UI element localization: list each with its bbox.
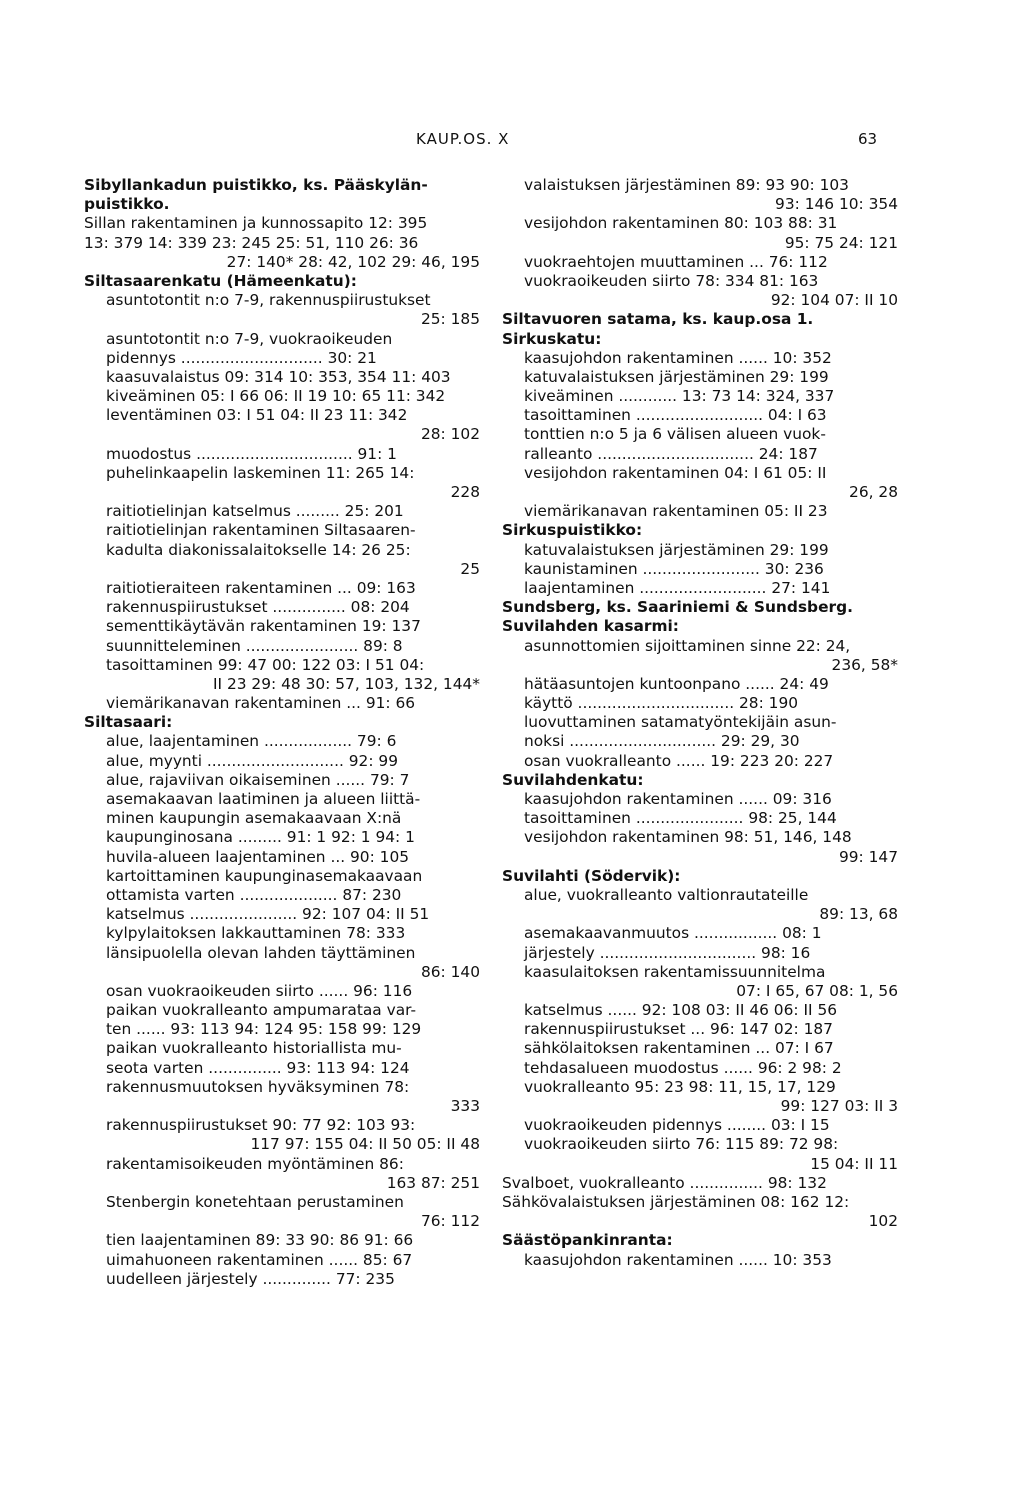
index-line: 333	[450, 1097, 480, 1115]
index-line: raitiotielinjan katselmus ......... 25: 201	[106, 502, 404, 521]
index-line: noksi .............................. 29: 29, 30	[524, 732, 800, 751]
right-column	[502, 176, 898, 1270]
index-line: asemakaavanmuutos ................. 08: 1	[524, 924, 822, 943]
index-line: alue, myynti ............................ 92: 99	[106, 751, 399, 770]
index-line: ottamista varten .................... 87: 230	[106, 885, 402, 904]
index-line: 89: 13, 68	[819, 905, 898, 924]
index-line: tasoittaminen 99: 47 00: 122 03: I 51 04:	[106, 655, 425, 674]
index-line: puhelinkaapelin laskeminen 11: 265 14:	[106, 463, 415, 482]
index-line: paikan vuokralleanto historiallista mu-	[106, 1039, 402, 1058]
index-line: 236, 58*	[831, 655, 898, 674]
index-line: laajentaminen .......................... 27: 141	[524, 578, 831, 597]
index-heading: Sibyllankadun puistikko, ks. Pääskylän-	[84, 176, 428, 194]
index-line: asuntotontit n:o 7-9, rakennuspiirustukset	[106, 291, 431, 310]
index-heading: Siltasaarenkatu (Hämeenkatu):	[84, 271, 357, 290]
index-line: 92: 104 07: II 10	[770, 291, 898, 310]
index-line: leventäminen 03: I 51 04: II 23 11: 342	[106, 406, 408, 425]
index-line: rakentamisoikeuden myöntäminen 86:	[106, 1154, 404, 1173]
index-line: vesijohdon rakentaminen 98: 51, 146, 148	[524, 828, 852, 847]
index-heading: Suvilahti (Södervik):	[502, 866, 681, 885]
index-line: vuokraoikeuden pidennys ........ 03: I 15	[524, 1116, 830, 1135]
index-heading: Sirkuskatu:	[502, 329, 602, 348]
index-line: Svalboet, vuokralleanto ............... 98: 132	[502, 1173, 827, 1192]
index-line: huvila-alueen laajentaminen ... 90: 105	[106, 847, 410, 866]
index-line: tehdasalueen muodostus ...... 96: 2 98: 2	[524, 1058, 842, 1077]
index-line: 25: 185	[420, 310, 480, 329]
index-line: länsipuolella olevan lahden täyttäminen	[106, 943, 416, 962]
index-line: 93: 146 10: 354	[775, 195, 898, 214]
index-line: 15 04: II 11	[810, 1154, 898, 1173]
index-line: II 23 29: 48 30: 57, 103, 132, 144*	[212, 674, 480, 693]
index-line: kaasuvalaistus 09: 314 10: 353, 354 11: 403	[106, 367, 451, 386]
index-line: kaasulaitoksen rakentamissuunnitelma	[524, 962, 826, 981]
index-line: sähkölaitoksen rakentaminen ... 07: I 67	[524, 1039, 834, 1058]
index-line: rakennusmuutoksen hyväksyminen 78:	[106, 1077, 410, 1096]
index-line: kartoittaminen kaupunginasemakaavaan	[106, 866, 423, 885]
index-line: 76: 112	[420, 1212, 480, 1231]
index-heading: Siltavuoren satama, ks. kaup.osa 1.	[502, 310, 814, 329]
index-line: suunnitteleminen ....................... 89: 8	[106, 636, 403, 655]
index-line: raitiotielinjan rakentaminen Siltasaaren-	[106, 521, 416, 540]
index-line: vesijohdon rakentaminen 04: I 61 05: II	[524, 463, 827, 482]
index-line: Sillan rakentaminen ja kunnossapito 12: 395	[84, 214, 428, 233]
index-heading: Sirkuspuistikko:	[502, 521, 643, 540]
index-line: katuvalaistuksen järjestäminen 29: 199	[524, 540, 829, 559]
running-head: KAUP.OS. X	[416, 130, 510, 148]
index-line: alue, laajentaminen .................. 79: 6	[106, 732, 397, 751]
index-line: 117 97: 155 04: II 50 05: II 48	[250, 1135, 480, 1154]
index-heading: puistikko.	[84, 195, 170, 214]
index-line: luovuttaminen satamatyöntekijäin asun-	[524, 713, 837, 732]
index-line: 99: 127 03: II 3	[780, 1097, 898, 1115]
index-line: asemakaavan laatiminen ja alueen liittä-	[106, 790, 421, 808]
index-line: osan vuokralleanto ...... 19: 223 20: 227	[524, 751, 834, 770]
index-line: kaupunginosana ......... 91: 1 92: 1 94: 1	[106, 828, 415, 847]
index-line: minen kaupungin asemakaavaan X:nä	[106, 809, 402, 828]
index-line: kadulta diakonissalaitokselle 14: 26 25:	[106, 540, 411, 559]
index-line: kaunistaminen ........................ 30: 236	[524, 559, 824, 578]
index-line: katuvalaistuksen järjestäminen 29: 199	[524, 367, 829, 386]
page-number: 63	[858, 130, 878, 148]
index-line: ten ...... 93: 113 94: 124 95: 158 99: 129	[106, 1020, 422, 1039]
index-line: järjestely ................................ 98: 16	[524, 943, 811, 962]
index-line: kaasujohdon rakentaminen ...... 10: 352	[524, 348, 832, 367]
index-line: tasoittaminen ...................... 98: 25, 144	[524, 809, 837, 828]
index-line: 228	[450, 483, 480, 501]
index-line: käyttö ................................ 28: 190	[524, 694, 799, 713]
index-line: vuokraoikeuden siirto 78: 334 81: 163	[524, 271, 819, 290]
index-line: vuokraehtojen muuttaminen ... 76: 112	[524, 252, 828, 271]
index-line: 28: 102	[420, 425, 480, 444]
index-line: vuokraoikeuden siirto 76: 115 89: 72 98:	[524, 1135, 839, 1154]
index-line: uimahuoneen rakentaminen ...... 85: 67	[106, 1250, 413, 1269]
index-line: 27: 140* 28: 42, 102 29: 46, 195	[226, 252, 480, 271]
index-line: hätäasuntojen kuntoonpano ...... 24: 49	[524, 674, 829, 693]
index-line: pidennys ............................. 30: 21	[106, 348, 377, 367]
index-line: raitiotieraiteen rakentaminen ... 09: 163	[106, 578, 416, 597]
index-line: ralleanto ................................ 24: 187	[524, 444, 818, 463]
index-line: alue, vuokralleanto valtionrautateille	[524, 885, 809, 904]
index-line: asunnottomien sijoittaminen sinne 22: 24,	[524, 636, 851, 655]
index-line: Stenbergin konetehtaan perustaminen	[106, 1192, 404, 1211]
index-heading: Suvilahdenkatu:	[502, 770, 644, 789]
index-line: tonttien n:o 5 ja 6 välisen alueen vuok-	[524, 425, 826, 444]
index-line: viemärikanavan rakentaminen 05: II 23	[524, 502, 828, 521]
index-line: vesijohdon rakentaminen 80: 103 88: 31	[524, 214, 838, 233]
page-header	[0, 130, 1024, 154]
index-line: muodostus ................................ 91: 1	[106, 444, 397, 463]
index-line: tasoittaminen .......................... 04: I 63	[524, 406, 827, 425]
index-heading: Säästöpankinranta:	[502, 1231, 673, 1250]
index-line: paikan vuokralleanto ampumarataa var-	[106, 1001, 417, 1020]
index-line: 25	[460, 559, 480, 578]
index-line: Sähkövalaistuksen järjestäminen 08: 162 12:	[502, 1192, 850, 1211]
index-line: uudelleen järjestely .............. 77: 235	[106, 1269, 395, 1288]
index-line: 95: 75 24: 121	[784, 233, 898, 252]
index-line: katselmus ...................... 92: 107 04: II 51	[106, 905, 430, 924]
index-line: 99: 147	[838, 847, 898, 866]
index-line: 102	[868, 1212, 898, 1231]
index-line: valaistuksen järjestäminen 89: 93 90: 103	[524, 176, 849, 194]
index-line: seota varten ............... 93: 113 94: 124	[106, 1058, 410, 1077]
index-line: kaasujohdon rakentaminen ...... 10: 353	[524, 1250, 832, 1269]
left-column	[84, 176, 480, 1289]
index-line: kiveäminen 05: I 66 06: II 19 10: 65 11: 342	[106, 387, 446, 406]
index-heading: Sundsberg, ks. Saariniemi & Sundsberg.	[502, 598, 853, 617]
index-line: alue, rajaviivan oikaiseminen ...... 79: 7	[106, 770, 410, 789]
index-line: vuokralleanto 95: 23 98: 11, 15, 17, 129	[524, 1077, 836, 1096]
index-heading: Suvilahden kasarmi:	[502, 617, 679, 636]
index-line: asuntotontit n:o 7-9, vuokraoikeuden	[106, 329, 393, 348]
index-line: 163 87: 251	[386, 1173, 480, 1192]
index-line: rakennuspiirustukset 90: 77 92: 103 93:	[106, 1116, 416, 1135]
index-line: viemärikanavan rakentaminen ... 91: 66	[106, 694, 416, 713]
index-line: kiveäminen ............ 13: 73 14: 324, 337	[524, 387, 835, 406]
index-line: sementtikäytävän rakentaminen 19: 137	[106, 617, 421, 636]
index-line: 07: I 65, 67 08: 1, 56	[736, 981, 898, 1000]
index-line: 26, 28	[849, 483, 898, 501]
index-line: osan vuokraoikeuden siirto ...... 96: 116	[106, 981, 413, 1000]
index-heading: Siltasaari:	[84, 713, 173, 732]
index-line: kylpylaitoksen lakkauttaminen 78: 333	[106, 924, 406, 943]
index-line: rakennuspiirustukset ... 96: 147 02: 187	[524, 1020, 833, 1039]
index-line: tien laajentaminen 89: 33 90: 86 91: 66	[106, 1231, 414, 1250]
index-line: 13: 379 14: 339 23: 245 25: 51, 110 26: 36	[84, 233, 419, 252]
index-line: 86: 140	[420, 962, 480, 981]
index-line: rakennuspiirustukset ............... 08: 204	[106, 598, 410, 617]
index-line: katselmus ...... 92: 108 03: II 46 06: II 56	[524, 1001, 838, 1020]
index-line: kaasujohdon rakentaminen ...... 09: 316	[524, 790, 832, 808]
